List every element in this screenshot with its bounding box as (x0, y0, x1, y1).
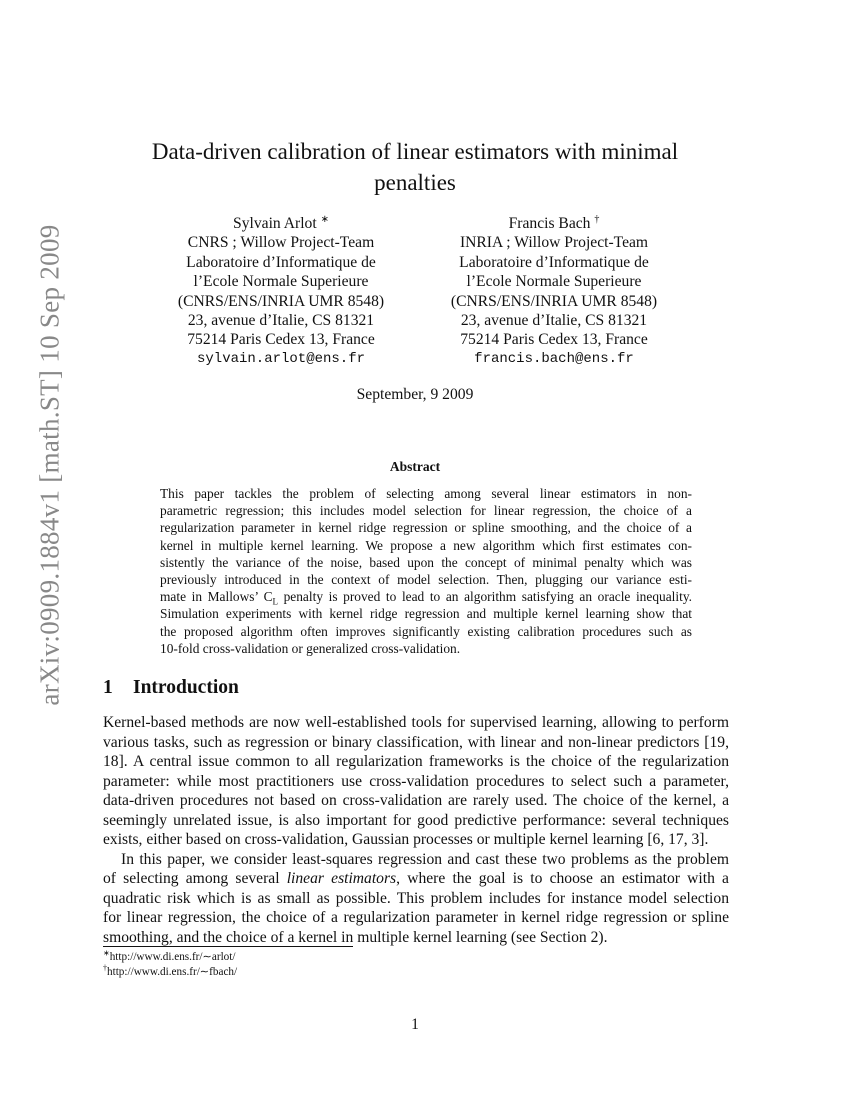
footnote-mark: † (103, 963, 107, 973)
body-line: data-driven procedures not based on cross-validation are rarely used. The choice of the kernel, a (103, 792, 729, 809)
address-line: 23, avenue d’Italie, CS 81321 (187, 312, 375, 330)
subscript: L (272, 596, 278, 607)
affiliation-line: INRIA ; Willow Project-Team (459, 234, 649, 252)
author-email[interactable]: sylvain.arlot@ens.fr (196, 350, 366, 367)
footnote-link[interactable]: http://www.di.ens.fr/∼fbach/ (107, 966, 238, 978)
body-line: 18]. A central issue common to all regularization frameworks is the choice of the regularization (103, 753, 729, 770)
abstract-line: Simulation experiments with kernel ridge regression and multiple kernel learning show that (160, 606, 692, 622)
address-line: 75214 Paris Cedex 13, France (460, 331, 648, 349)
body-line: In this paper, we consider least-squares regression and cast these two problems as the problem (121, 850, 729, 868)
affiliation-line: l’Ecole Normale Superieure (466, 273, 642, 291)
footnote-mark: ∗ (103, 948, 110, 958)
footnote-mark: ∗ (320, 213, 329, 225)
address-line: 75214 Paris Cedex 13, France (187, 331, 375, 349)
abstract-line: previously introduced in the context of model selection. Then, plugging our variance esti- (160, 571, 692, 587)
author-email[interactable]: francis.bach@ens.fr (474, 350, 634, 367)
abstract-line: This paper tackles the problem of selecting among several linear estimators in non- (160, 486, 692, 501)
affiliation-line: Laboratoire d’Informatique de (186, 253, 376, 271)
footnote (103, 965, 237, 980)
body-line: for linear regression, the choice of a regularization parameter in kernel ridge regression or spline (103, 909, 729, 926)
abstract-line: parametric regression; this includes model selection for linear regression, the choice of a (160, 503, 692, 519)
footnotes (103, 950, 237, 980)
abstract-line: regularization parameter in kernel ridge regression or spline smoothing, and the choice of a (160, 520, 692, 536)
body-text-run: of selecting among several (103, 870, 287, 887)
affiliation-line: (CNRS/ENS/INRIA UMR 8548) (450, 292, 658, 310)
footnote-mark: † (594, 213, 600, 225)
section-number: 1 (103, 677, 113, 698)
introduction-text (103, 713, 729, 947)
body-line: smoothing, and the choice of a kernel in multiple kernel learning (see Section 2). (103, 928, 608, 946)
arxiv-identifier: arXiv:0909.1884v1 [math.ST] 10 Sep 2009 (34, 224, 65, 706)
title-line-2: penalties (374, 170, 456, 195)
author-name: Sylvain Arlot (233, 215, 317, 232)
section-heading (103, 677, 239, 699)
footnote (103, 950, 237, 965)
body-line: exists, either based on cross-validation, Gaussian processes or multiple kernel learning [6, 17, 3]. (103, 831, 709, 848)
abstract-heading: Abstract (389, 459, 441, 474)
emphasis: linear estimators (286, 870, 397, 887)
body-line: quadratic risk which is as small as possible. This problem includes for instance model selection (103, 889, 729, 907)
body-line: parameter: while most practitioners use cross-validation procedures to select such a parameter, (103, 772, 729, 790)
abstract-line: kernel in multiple kernel learning. We propose a new algorithm which first estimates con- (160, 537, 692, 553)
abstract-line: sistently the variance of the noise, based upon the concept of minimal penalty which was (160, 554, 692, 570)
body-line (103, 869, 729, 889)
paper-title (100, 136, 730, 198)
body-line: Kernel-based methods are now well-established tools for supervised learning, allowing to perform (103, 714, 729, 731)
title-line-1: Data-driven calibration of linear estimators with minimal (151, 139, 679, 164)
author-name-line (146, 214, 416, 233)
abstract-line-text: mate in Mallows’ C (160, 589, 273, 605)
footnote-link[interactable]: http://www.di.ens.fr/∼arlot/ (109, 951, 236, 963)
affiliation-line: CNRS ; Willow Project-Team (187, 234, 375, 252)
address-line: 23, avenue d’Italie, CS 81321 (460, 312, 648, 330)
author-block-bach (419, 214, 689, 369)
section-title: Introduction (133, 677, 239, 698)
abstract-text (160, 485, 692, 657)
body-text-run: , where the goal is to choose an estimator with a (396, 870, 729, 887)
author-name: Francis Bach (508, 215, 591, 232)
affiliation-line: (CNRS/ENS/INRIA UMR 8548) (177, 292, 385, 310)
affiliation-line: l’Ecole Normale Superieure (193, 273, 369, 291)
abstract-line-text: penalty is proved to lead to an algorithm satisfying an oracle inequality. (278, 589, 692, 605)
author-name-line (419, 214, 689, 233)
body-line: seemingly unrelated issue, is also important for good predictive performance: several techniques (103, 811, 729, 829)
page-number: 1 (411, 1016, 419, 1033)
affiliation-line: Laboratoire d’Informatique de (459, 253, 649, 271)
footnote-divider (103, 946, 353, 947)
publication-date: September, 9 2009 (356, 386, 474, 403)
abstract-line: 10-fold cross-validation or generalized cross-validation. (160, 640, 461, 656)
author-block-arlot (146, 214, 416, 369)
body-line: various tasks, such as regression or binary classification, with linear and non-linear predictors [19, (103, 733, 729, 751)
abstract-line (160, 588, 692, 605)
abstract-line: the proposed algorithm often improves significantly existing calibration procedures such as (160, 623, 692, 639)
